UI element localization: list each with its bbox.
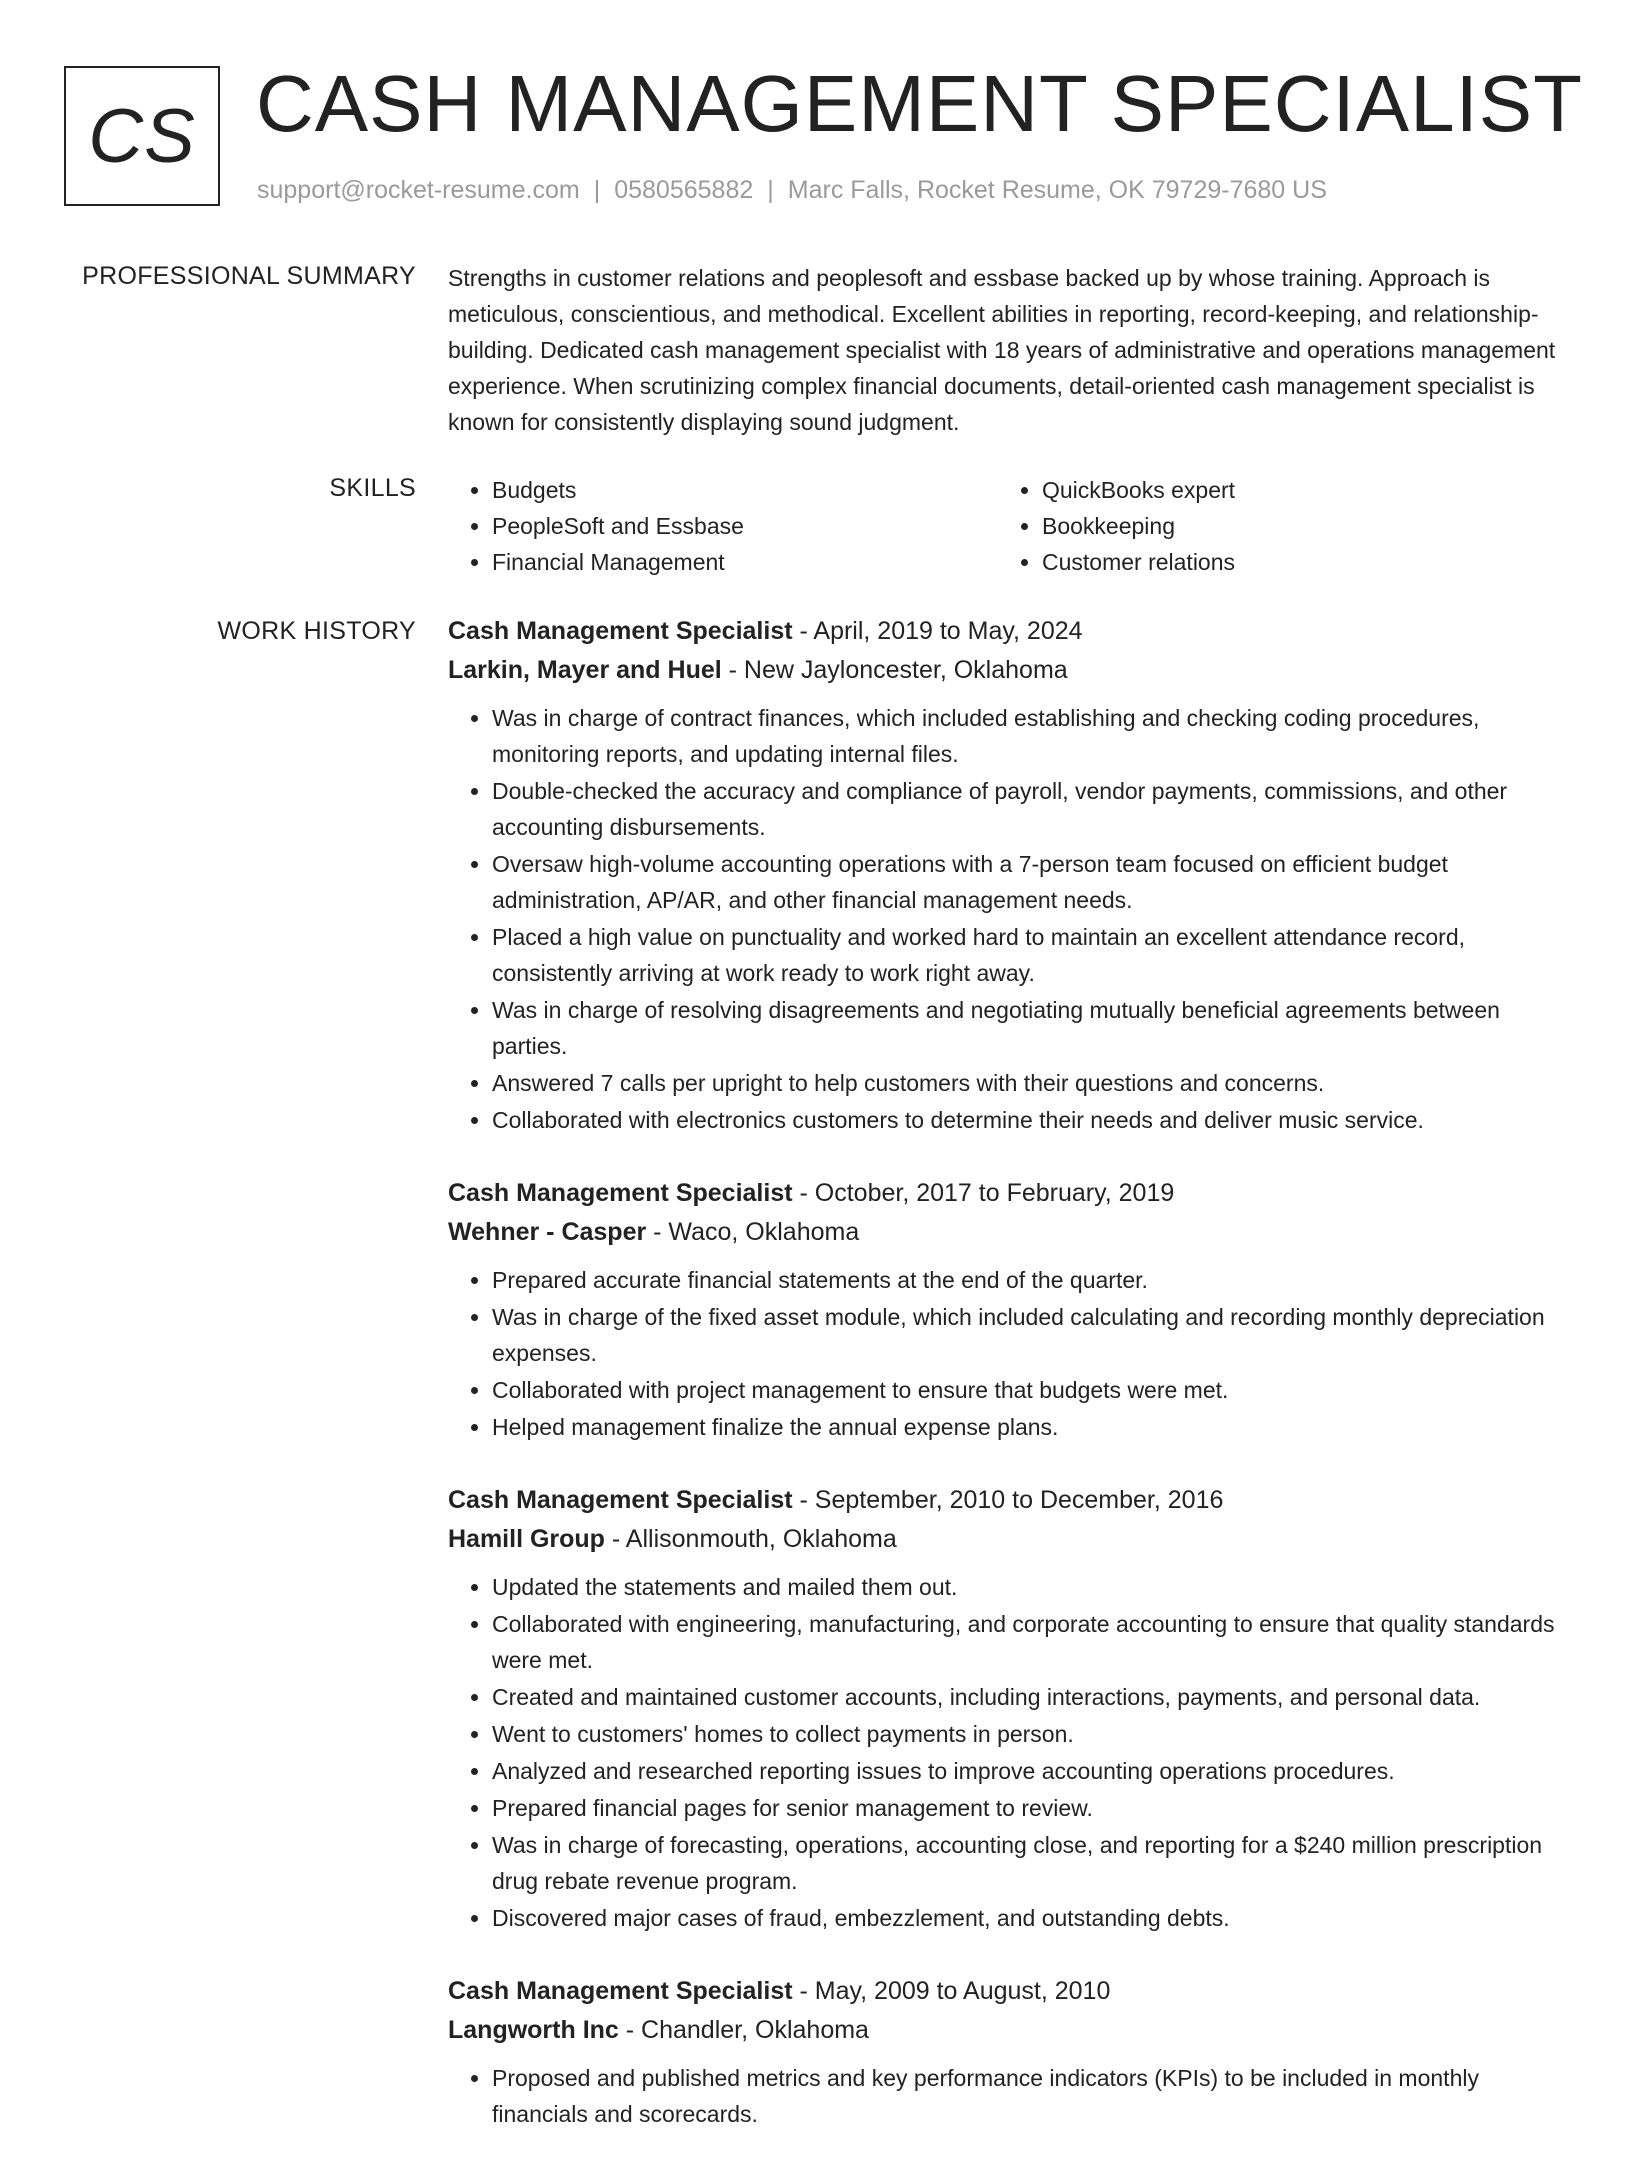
job-dates: - May, 2009 to August, 2010 [792,1977,1111,2005]
work-history-section [448,612,1568,2168]
contact-line [257,174,1327,206]
job-bullet: • Oversaw high-volume accounting operations with a 7-person team focused on efficient budget administration, AP/AR, and other financial management needs. [492,846,1568,918]
job-bullet: • Was in charge of the fixed asset module, which included calculating and recording monthly depreciation expenses. [492,1299,1568,1371]
job-company-line [448,2011,1568,2050]
contact-separator: | [593,176,601,204]
job-bullet: • Prepared accurate financial statements at the end of the quarter. [492,1262,1568,1298]
job-title-line [448,1174,1568,1213]
job-bullet: • Analyzed and researched reporting issues to improve accounting operations procedures. [492,1753,1568,1789]
skills-heading: SKILLS [329,474,416,502]
job-title-line [448,1481,1568,1520]
job-company-line [448,651,1568,690]
job-bullet: • Double-checked the accuracy and compliance of payroll, vendor payments, commissions, and other accounting disbursements. [492,773,1568,845]
job-dates: - October, 2017 to February, 2019 [792,1179,1175,1207]
job-bullet: • Proposed and published metrics and key performance indicators (KPIs) to be included in monthly financials and scorecards. [492,2060,1568,2132]
job-title: Cash Management Specialist [448,1977,793,2005]
summary-section [448,260,1568,440]
job-bullet: • Answered 7 calls per upright to help customers with their questions and concerns. [492,1065,1568,1101]
work-history-heading: WORK HISTORY [217,617,416,645]
job-company: Langworth Inc [448,2016,619,2044]
summary-heading: PROFESSIONAL SUMMARY [82,262,416,290]
job-bullets [448,1262,1568,1445]
page-title: CASH MANAGEMENT SPECIALIST [256,59,1584,148]
skill-item: • Budgets [492,472,998,508]
job-bullet: • Updated the statements and mailed them out. [492,1569,1568,1605]
job-location: - Waco, Oklahoma [646,1218,860,1246]
summary-text: Strengths in customer relations and peoplesoft and essbase backed up by whose training. Approach is meticulous, conscientious, and methodical. Excellent abilities in reporting, record-keeping, and relationship-building. Dedicated cash management specialist with 18 years of administrative and operations management experience. When scrutinizing complex financial documents, detail-oriented cash management specialist is known for consistently displaying sound judgment. [448,265,1556,435]
skill-item: • PeopleSoft and Essbase [492,508,998,544]
job-title-line [448,612,1568,651]
initials-monogram: CS [64,66,220,206]
job-title: Cash Management Specialist [448,1179,793,1207]
job-entry [448,1481,1568,1936]
job-bullet: • Collaborated with electronics customers to determine their needs and deliver music service. [492,1102,1568,1138]
job-company: Wehner - Casper [448,1218,647,1246]
job-title-line [448,1972,1568,2011]
contact-address: Marc Falls, Rocket Resume, OK 79729-7680 US [787,176,1327,204]
skill-item: • Financial Management [492,544,998,580]
contact-email[interactable]: support@rocket-resume.com [257,176,580,204]
job-location: - New Jayloncester, Oklahoma [721,656,1068,684]
job-bullet: • Collaborated with project management to ensure that budgets were met. [492,1372,1568,1408]
job-company-line [448,1213,1568,1252]
job-location: - Allisonmouth, Oklahoma [604,1525,897,1553]
job-bullet: • Was in charge of resolving disagreements and negotiating mutually beneficial agreements between parties. [492,992,1568,1064]
skill-item: • Customer relations [1042,544,1548,580]
job-dates: - September, 2010 to December, 2016 [792,1486,1224,1514]
contact-phone[interactable]: 0580565882 [614,176,754,204]
job-entry [448,1972,1568,2132]
job-bullet: • Placed a high value on punctuality and worked hard to maintain an excellent attendance record, consistently arriving at work ready to work right away. [492,919,1568,991]
job-company: Hamill Group [448,1525,605,1553]
skills-list-right [998,472,1548,580]
job-bullet: • Went to customers' homes to collect payments in person. [492,1716,1568,1752]
job-title: Cash Management Specialist [448,1486,793,1514]
job-entry [448,1174,1568,1445]
skill-item: • Bookkeeping [1042,508,1548,544]
job-bullet: • Was in charge of contract finances, which included establishing and checking coding procedures, monitoring reports, and updating internal files. [492,700,1568,772]
job-company: Larkin, Mayer and Huel [448,656,722,684]
contact-separator: | [767,176,774,204]
job-bullet: • Was in charge of forecasting, operations, accounting close, and reporting for a $240 million prescription drug rebate revenue program. [492,1827,1568,1899]
job-entry [448,612,1568,1138]
job-bullet: • Helped management finalize the annual expense plans. [492,1409,1568,1445]
job-bullet: • Discovered major cases of fraud, embezzlement, and outstanding debts. [492,1900,1568,1936]
job-bullet: • Created and maintained customer accounts, including interactions, payments, and personal data. [492,1679,1568,1715]
job-bullets [448,700,1568,1138]
job-location: - Chandler, Oklahoma [618,2016,869,2044]
skills-list-left [448,472,998,580]
job-bullet: • Prepared financial pages for senior management to review. [492,1790,1568,1826]
job-dates: - April, 2019 to May, 2024 [792,617,1083,645]
job-bullets [448,2060,1568,2132]
skill-item: • QuickBooks expert [1042,472,1548,508]
job-title: Cash Management Specialist [448,617,793,645]
skills-section [448,472,1568,580]
job-bullet: • Collaborated with engineering, manufacturing, and corporate accounting to ensure that quality standards were met. [492,1606,1568,1678]
job-company-line [448,1520,1568,1559]
job-bullets [448,1569,1568,1936]
